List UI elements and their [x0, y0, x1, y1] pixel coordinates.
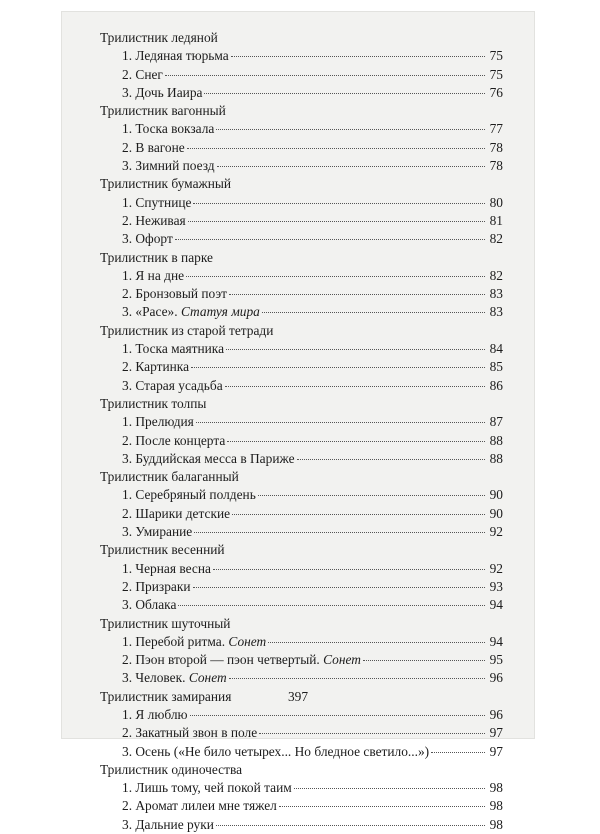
toc-entry [100, 779, 503, 797]
page-number: 397 [287, 689, 309, 704]
section-title: Трилистник балаганный [100, 469, 239, 485]
dot-leader [229, 294, 485, 295]
toc-section [100, 468, 503, 541]
toc-entry [100, 797, 503, 815]
entry-page: 83 [489, 304, 503, 320]
entry-page: 97 [489, 743, 503, 759]
toc-section [100, 541, 503, 614]
entry-page: 78 [489, 158, 503, 174]
entry-page: 90 [489, 487, 503, 503]
dot-leader [297, 459, 485, 460]
entry-page: 93 [489, 578, 503, 594]
section-title: Трилистник вагонный [100, 103, 226, 119]
toc-entry [100, 651, 503, 669]
dot-leader [262, 312, 485, 313]
toc-entry [100, 816, 503, 834]
toc-entry [100, 633, 503, 651]
entry-title-italic: Статуя мира [180, 304, 260, 320]
entry-title: 3. Осень («Не било четырех... Но бледное светило...») [122, 743, 430, 759]
entry-title: 1. Черная весна [122, 560, 211, 576]
section-title: Трилистник замирания [100, 688, 232, 704]
entry-page: 98 [489, 798, 503, 814]
dot-leader [194, 532, 485, 533]
entry-page: 80 [489, 194, 503, 210]
dot-leader [232, 514, 485, 515]
toc-entry [100, 706, 503, 724]
entry-title: 1. Прелюдия [122, 414, 194, 430]
toc-section [100, 29, 503, 102]
dot-leader [259, 733, 485, 734]
book-page [62, 12, 534, 832]
section-title: Трилистник шуточный [100, 615, 231, 631]
entry-title-text: 3. Человек. [122, 670, 186, 686]
toc-entry [100, 743, 503, 761]
dot-leader [165, 75, 485, 76]
dot-leader [191, 367, 485, 368]
entry-page: 88 [489, 432, 503, 448]
toc-section [100, 249, 503, 322]
toc-entry [100, 578, 503, 596]
entry-title: 3. Офорт [122, 231, 173, 247]
toc-entry [100, 84, 503, 102]
toc-entry [100, 267, 503, 285]
section-title: Трилистник толпы [100, 395, 207, 411]
entry-title [122, 651, 361, 669]
entry-title: 2. Неживая [122, 212, 186, 228]
entry-title-italic: Сонет [188, 670, 227, 686]
toc-entry [100, 47, 503, 65]
dot-leader [227, 441, 485, 442]
section-title: Трилистник весенний [100, 542, 225, 558]
entry-title: 1. Ледяная тюрьма [122, 48, 229, 64]
dot-leader [258, 495, 485, 496]
entry-page: 84 [489, 341, 503, 357]
entry-title-text: 2. Пэон второй — пэон четвертый. [122, 652, 320, 668]
dot-leader [431, 752, 485, 753]
entry-page: 92 [489, 524, 503, 540]
entry-page: 98 [489, 816, 503, 832]
entry-title [122, 669, 227, 687]
entry-title: 1. Серебряный полдень [122, 487, 256, 503]
dot-leader [279, 806, 485, 807]
toc-entry [100, 285, 503, 303]
entry-title [122, 633, 266, 651]
section-title: Трилистник одиночества [100, 761, 243, 777]
toc-section [100, 395, 503, 468]
toc-entry [100, 724, 503, 742]
entry-page: 86 [489, 377, 503, 393]
entry-title-text: 3. «Расе». [122, 304, 178, 320]
dot-leader [229, 678, 485, 679]
entry-title: 1. Я люблю [122, 706, 188, 722]
toc-entry [100, 669, 503, 687]
entry-title: 2. Призраки [122, 578, 191, 594]
toc-section [100, 761, 503, 834]
toc-entry [100, 139, 503, 157]
dot-leader [204, 93, 485, 94]
entry-title-italic: Сонет [228, 633, 267, 649]
entry-title: 1. Лишь тому, чей покой таим [122, 780, 292, 796]
entry-title: 3. Буддийская месса в Париже [122, 450, 295, 466]
toc-section [100, 175, 503, 248]
toc-section [100, 102, 503, 175]
toc-entry [100, 194, 503, 212]
dot-leader [187, 148, 485, 149]
entry-title: 2. Закатный звон в поле [122, 725, 258, 741]
entry-page: 92 [489, 560, 503, 576]
entry-title: 3. Умирание [122, 524, 193, 540]
toc-entry [100, 505, 503, 523]
toc-entry [100, 340, 503, 358]
dot-leader [217, 166, 485, 167]
entry-page: 98 [489, 780, 503, 796]
toc-entry [100, 413, 503, 431]
entry-page: 83 [489, 286, 503, 302]
toc-section [100, 322, 503, 395]
toc-entry [100, 230, 503, 248]
dot-leader [294, 788, 485, 789]
entry-title-italic: Сонет [323, 652, 361, 668]
entry-page: 77 [489, 121, 503, 137]
entry-title: 2. В вагоне [122, 139, 185, 155]
toc-entry [100, 432, 503, 450]
dot-leader [231, 56, 485, 57]
dot-leader [193, 203, 485, 204]
toc-entry [100, 66, 503, 84]
entry-title: 3. Зимний поезд [122, 158, 215, 174]
entry-page: 96 [489, 706, 503, 722]
dot-leader [190, 715, 485, 716]
entry-page: 88 [489, 450, 503, 466]
entry-title: 1. Тоска вокзала [122, 121, 215, 137]
entry-title: 2. Снег [122, 66, 163, 82]
section-title: Трилистник ледяной [100, 30, 218, 45]
entry-title: 1. Тоска маятника [122, 341, 225, 357]
toc-entry [100, 303, 503, 321]
entry-title: 3. Облака [122, 597, 177, 613]
entry-page: 76 [489, 84, 503, 100]
entry-page: 75 [489, 48, 503, 64]
toc-entry [100, 212, 503, 230]
entry-title: 3. Старая усадьба [122, 377, 223, 393]
entry-page: 82 [489, 267, 503, 283]
entry-page: 96 [489, 670, 503, 686]
toc-entry [100, 358, 503, 376]
dot-leader [225, 386, 485, 387]
entry-title: 3. Дочь Иаира [122, 84, 203, 100]
dot-leader [268, 642, 485, 643]
entry-page: 90 [489, 505, 503, 521]
entry-title: 1. Я на дне [122, 267, 185, 283]
entry-title [122, 303, 260, 321]
entry-page: 78 [489, 139, 503, 155]
entry-page: 85 [489, 359, 503, 375]
entry-title: 2. После концерта [122, 432, 226, 448]
toc-entry [100, 596, 503, 614]
entry-page: 87 [489, 414, 503, 430]
entry-page: 94 [489, 633, 503, 649]
entry-page: 82 [489, 231, 503, 247]
toc-entry [100, 523, 503, 541]
dot-leader [193, 587, 485, 588]
table-of-contents [100, 29, 503, 834]
dot-leader [186, 276, 485, 277]
dot-leader [175, 239, 485, 240]
entry-page: 97 [489, 725, 503, 741]
dot-leader [213, 569, 485, 570]
dot-leader [216, 129, 485, 130]
entry-title: 3. Дальние руки [122, 816, 214, 832]
section-title: Трилистник бумажный [100, 176, 232, 192]
entry-title: 2. Бронзовый поэт [122, 286, 228, 302]
dot-leader [363, 660, 485, 661]
toc-entry [100, 560, 503, 578]
section-title: Трилистник из старой тетради [100, 322, 274, 338]
entry-title: 2. Шарики детские [122, 505, 231, 521]
entry-page: 94 [489, 597, 503, 613]
entry-title: 1. Спутнице [122, 194, 192, 210]
dot-leader [178, 605, 485, 606]
entry-page: 95 [489, 652, 503, 668]
toc-entry [100, 377, 503, 395]
toc-entry [100, 157, 503, 175]
toc-entry [100, 486, 503, 504]
entry-title-text: 1. Перебой ритма. [122, 633, 226, 649]
toc-entry [100, 120, 503, 138]
section-title: Трилистник в парке [100, 249, 213, 265]
entry-title: 2. Картинка [122, 359, 190, 375]
toc-entry [100, 450, 503, 468]
dot-leader [226, 349, 485, 350]
toc-section [100, 615, 503, 688]
entry-page: 75 [489, 66, 503, 82]
dot-leader [188, 221, 485, 222]
entry-page: 81 [489, 212, 503, 228]
dot-leader [196, 422, 485, 423]
dot-leader [216, 825, 485, 826]
entry-title: 2. Аромат лилеи мне тяжел [122, 798, 277, 814]
